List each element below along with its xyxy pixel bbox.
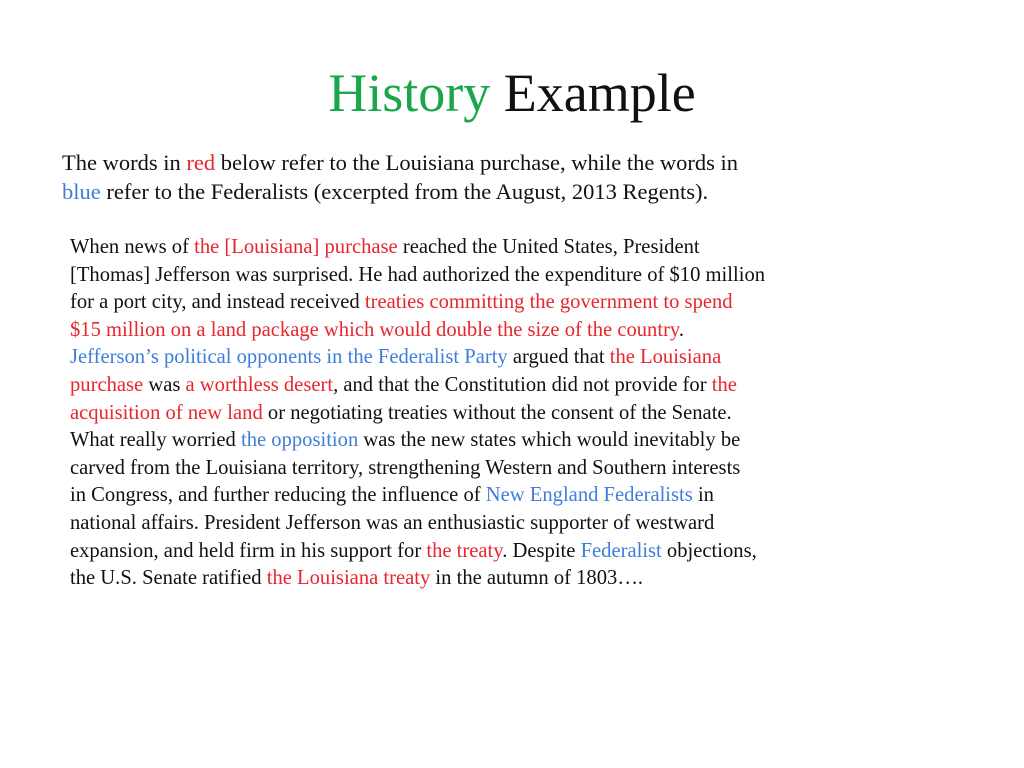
excerpt-blue-phrase: Federalist	[580, 539, 662, 562]
excerpt-text: was	[143, 373, 186, 396]
excerpt-text: reached the United States, President	[397, 236, 700, 258]
excerpt-text: What really worried	[70, 429, 241, 452]
excerpt-blue-phrase: the opposition	[240, 429, 359, 452]
excerpt-red-phrase: the Louisiana	[609, 346, 722, 369]
excerpt-text: the U.S. Senate ratified	[70, 567, 267, 590]
intro-blue-word: blue	[62, 179, 101, 204]
excerpt-text: expansion, and held firm in his support for	[70, 539, 427, 562]
excerpt-text: argued that	[507, 346, 610, 369]
intro-line-2	[62, 177, 962, 206]
excerpt-red-phrase: the [Louisiana] purchase	[194, 236, 398, 258]
slide-title	[0, 58, 1024, 128]
excerpt-text: or negotiating treaties without the consent of the Senate.	[262, 401, 732, 424]
intro-text: The words in	[62, 150, 187, 175]
excerpt-text: in the autumn of 1803….	[430, 567, 644, 590]
excerpt-line	[70, 427, 970, 455]
intro-paragraph	[62, 148, 962, 206]
excerpt-red-phrase: purchase	[70, 373, 144, 396]
excerpt-line	[70, 482, 970, 510]
excerpt-text: was the new states which would inevitably be	[358, 429, 741, 452]
intro-red-word: red	[186, 150, 216, 175]
excerpt-red-phrase: acquisition of new land	[70, 401, 263, 424]
excerpt-paragraph	[70, 234, 970, 593]
excerpt-line	[70, 400, 970, 428]
excerpt-text: .	[678, 318, 685, 341]
excerpt-blue-phrase: New England Federalists	[485, 484, 693, 507]
excerpt-red-phrase: a worthless desert	[185, 373, 334, 396]
excerpt-red-phrase: the treaty	[426, 539, 503, 562]
title-accent-word: History	[328, 63, 491, 123]
intro-line-1	[62, 148, 962, 177]
excerpt-text: When news of	[70, 236, 195, 258]
excerpt-line	[70, 510, 970, 538]
excerpt-line	[70, 565, 970, 593]
excerpt-red-phrase: treaties committing the government to spend	[364, 291, 733, 314]
excerpt-red-phrase: the	[711, 373, 737, 396]
excerpt-blue-phrase: Jefferson’s political opponents in the Federalist Party	[70, 346, 508, 369]
excerpt-text: for a port city, and instead received	[70, 291, 365, 314]
excerpt-line	[70, 455, 970, 483]
excerpt-text: carved from the Louisiana territory, strengthening Western and Southern interests	[70, 456, 741, 479]
excerpt-line	[70, 317, 970, 345]
excerpt-line	[70, 344, 970, 372]
title-rest: Example	[503, 63, 696, 123]
excerpt-line	[70, 289, 970, 317]
excerpt-line	[70, 262, 970, 290]
intro-text: below refer to the Louisiana purchase, while the words in	[215, 150, 739, 175]
excerpt-red-phrase: the Louisiana treaty	[266, 567, 431, 590]
intro-text: refer to the Federalists (excerpted from the August, 2013 Regents).	[100, 179, 709, 204]
excerpt-text: objections,	[661, 539, 757, 562]
excerpt-line	[70, 372, 970, 400]
excerpt-line	[70, 234, 970, 262]
excerpt-text: in	[692, 484, 714, 507]
excerpt-text: [Thomas] Jefferson was surprised. He had authorized the expenditure of $10 million	[70, 263, 766, 286]
excerpt-text: . Despite	[502, 539, 581, 562]
excerpt-text: , and that the Constitution did not provide for	[333, 373, 712, 396]
excerpt-text: in Congress, and further reducing the influence of	[70, 484, 486, 507]
excerpt-red-phrase: $15 million on a land package which would double the size of the country	[70, 318, 679, 341]
excerpt-text: national affairs. President Jefferson was an enthusiastic supporter of westward	[70, 511, 715, 534]
excerpt-line	[70, 538, 970, 566]
